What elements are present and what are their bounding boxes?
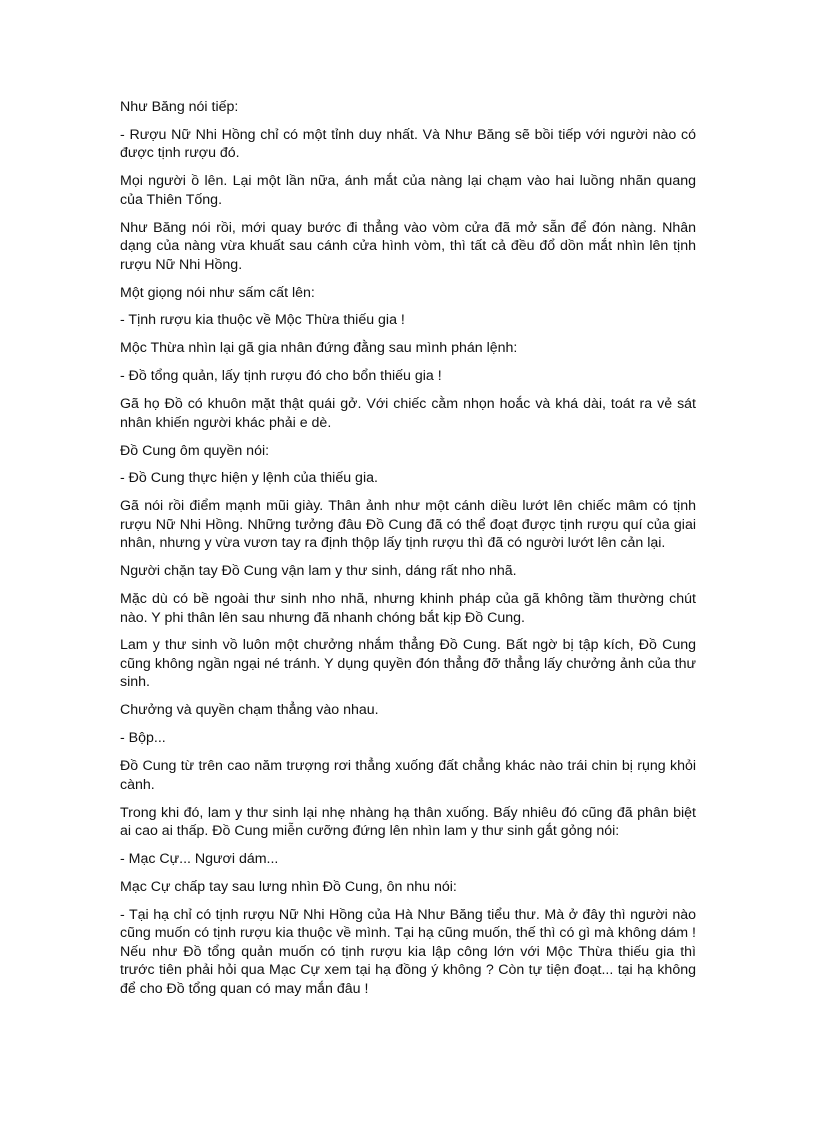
paragraph: Gã nói rồi điểm mạnh mũi giày. Thân ảnh như một cánh diều lướt lên chiếc mâm có tịnh rượu Nữ Nhi Hồng. Những tưởng đâu Đồ Cung đã có thể đoạt được tịnh rượu quí của giai nhân, nhưng y vừa vươn tay ra định thộp lấy tịnh rượu thì đã có người lướt lên cản lại. [120,498,696,552]
paragraph: - Bộp... [120,730,166,747]
paragraph: - Rượu Nữ Nhi Hồng chỉ có một tỉnh duy nhất. Và Như Băng sẽ bồi tiếp với người nào có được tịnh rượu đó. [120,126,696,162]
document-page [120,98,696,1008]
paragraph: Chưởng và quyền chạm thẳng vào nhau. [120,702,379,719]
paragraph: Như Băng nói tiếp: [120,99,239,115]
paragraph: Trong khi đó, lam y thư sinh lại nhẹ nhàng hạ thân xuống. Bấy nhiêu đó cũng đã phân biệt ai cao ai thấp. Đồ Cung miễn cưỡng đứng lên nhìn lam y thư sinh gắt gỏng nói: [120,804,696,840]
paragraph: Người chặn tay Đồ Cung vận lam y thư sinh, dáng rất nho nhã. [120,563,517,580]
paragraph: Mọi người ồ lên. Lại một lần nữa, ánh mắt của nàng lại chạm vào hai luồng nhãn quang của Thiên Tống. [120,173,696,208]
paragraph: Mạc Cự chấp tay sau lưng nhìn Đồ Cung, ôn nhu nói: [120,878,457,895]
paragraph: Đồ Cung ôm quyền nói: [120,442,270,459]
paragraph: Mặc dù có bề ngoài thư sinh nho nhã, nhưng khinh pháp của gã không tầm thường chút nào. Y phi thân lên sau nhưng đã nhanh chóng bắt kịp Đồ Cung. [120,591,696,626]
paragraph: - Tịnh rượu kia thuộc về Mộc Thừa thiếu gia ! [120,312,405,329]
paragraph: - Tại hạ chỉ có tịnh rượu Nữ Nhi Hồng của Hà Như Băng tiểu thư. Mà ở đây thì người nào cũng muốn có tịnh rượu kia thuộc về mình. Tại hạ cũng muốn, thế thì có gì mà không dám ! Nếu như Đồ tổng quản muốn có tịnh rượu kia lập công lớn với Mộc Thừa thiếu gia thì trước tiên phải hỏi qua Mạc Cự xem tại hạ đồng ý không ? Còn tự tiện đoạt... tại hạ không để cho Đồ tổng quan có may mắn đâu ! [120,906,696,997]
paragraph: - Đồ tổng quản, lấy tịnh rượu đó cho bổn thiếu gia ! [120,368,442,385]
paragraph: - Mạc Cự... Ngươi dám... [120,850,279,867]
paragraph: Như Băng nói rồi, mới quay bước đi thẳng vào vòm cửa đã mở sẵn để đón nàng. Nhân dạng của nàng vừa khuất sau cánh cửa hình vòm, thì tất cả đều đổ dồn mắt nhìn lên tịnh rượu Nữ Nhi Hồng. [120,219,696,273]
paragraph: Đồ Cung từ trên cao năm trượng rơi thẳng xuống đất chẳng khác nào trái chin bị rụng khỏi cành. [120,758,696,793]
paragraph: Một giọng nói như sấm cất lên: [120,284,315,301]
paragraph: Mộc Thừa nhìn lại gã gia nhân đứng đằng sau mình phán lệnh: [120,340,518,357]
paragraph: Lam y thư sinh vồ luôn một chưởng nhắm thẳng Đồ Cung. Bất ngờ bị tập kích, Đồ Cung cũng không ngần ngại né tránh. Y dụng quyền đón thẳng đỡ thẳng lấy chưởng ảnh của thư sinh. [120,637,696,691]
paragraph: - Đồ Cung thực hiện y lệnh của thiếu gia. [120,470,378,487]
paragraph: Gã họ Đồ có khuôn mặt thật quái gở. Với chiếc cằm nhọn hoắc và khá dài, toát ra vẻ sát nhân khiến người khác phải e dè. [120,396,696,431]
